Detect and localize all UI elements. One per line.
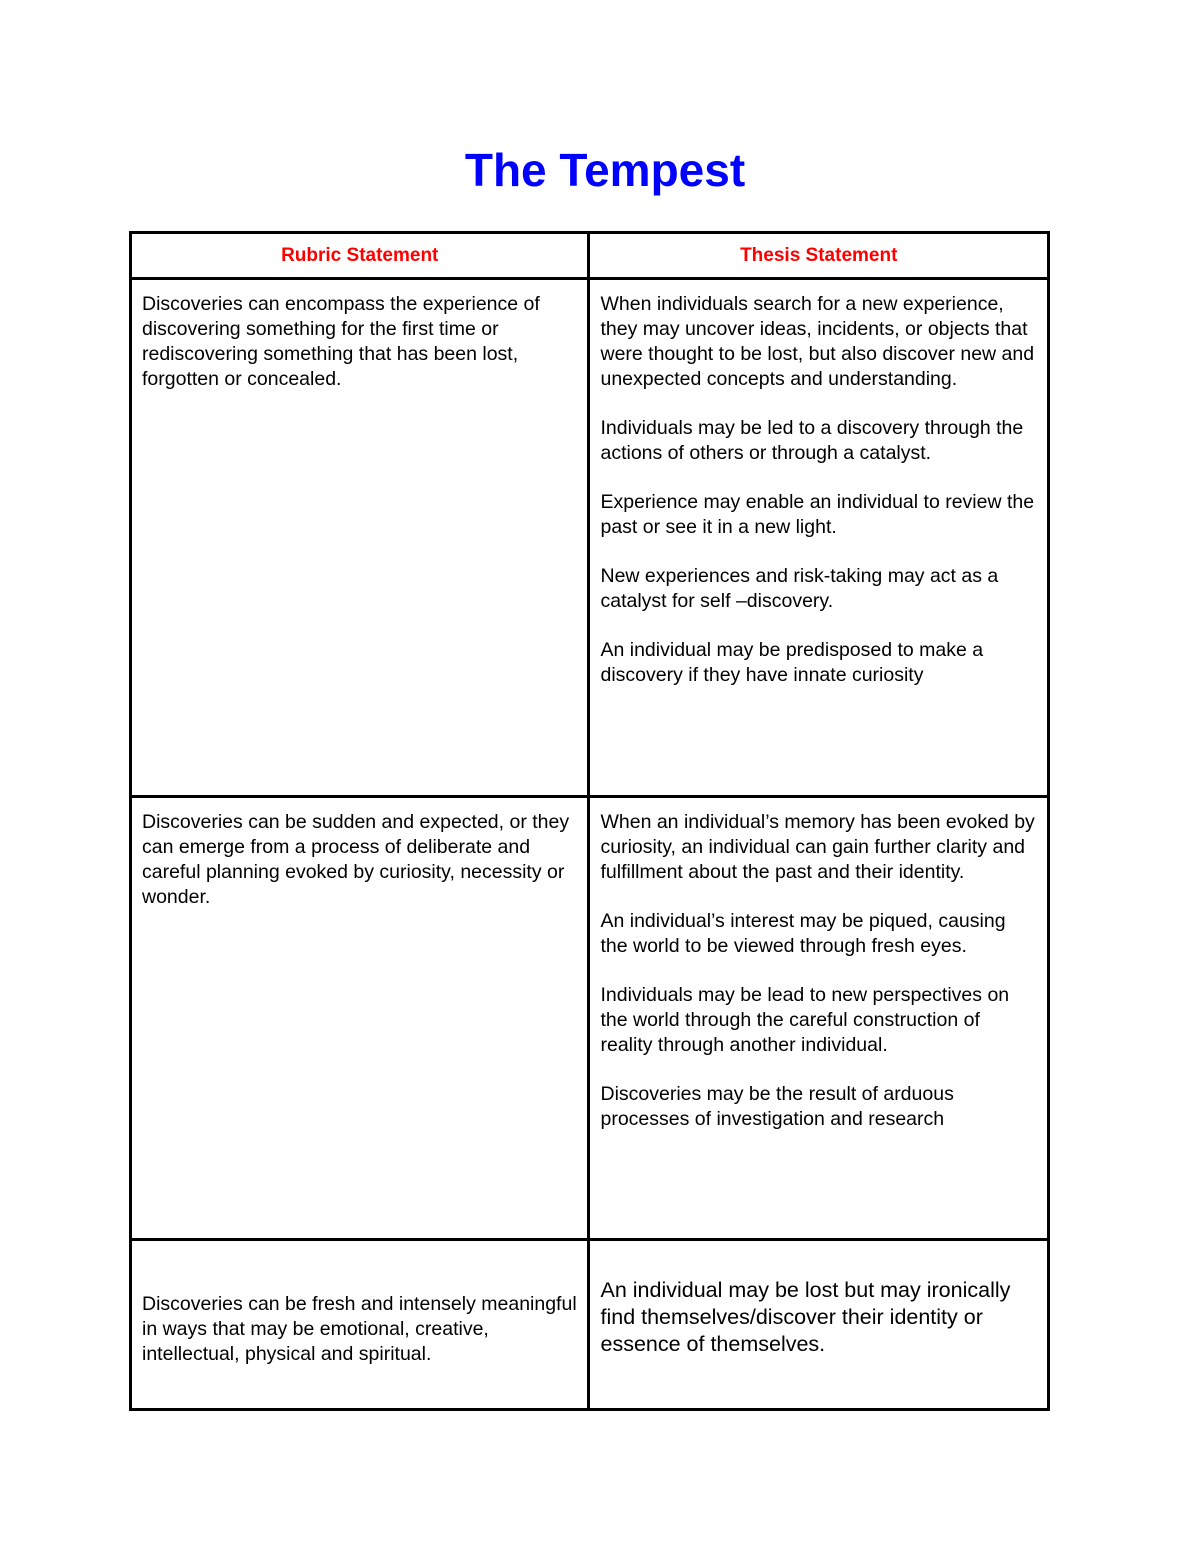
thesis-statement-header: Thesis Statement: [589, 233, 1049, 279]
table-row: [131, 797, 1049, 1240]
statement-table: [129, 231, 1050, 1411]
thesis-paragraph: Discoveries may be the result of arduous processes of investigation and research: [600, 1083, 954, 1130]
rubric-statement-header: Rubric Statement: [131, 233, 589, 279]
table-row: [131, 1240, 1049, 1410]
thesis-cell: [589, 1240, 1049, 1410]
rubric-text: Discoveries can be sudden and expected, or they can emerge from a process of deliberate and careful planning evoked by curiosity, necessity or wonder.: [142, 811, 570, 908]
thesis-paragraph: Experience may enable an individual to review the past or see it in a new light.: [600, 491, 1035, 538]
table-header-row: [131, 233, 1049, 279]
thesis-paragraph: New experiences and risk-taking may act as a catalyst for self –discovery.: [600, 565, 999, 612]
thesis-paragraph: Individuals may be led to a discovery through the actions of others or through a catalyst.: [600, 417, 1024, 464]
thesis-paragraph: When individuals search for a new experience, they may uncover ideas, incidents, or objects that were thought to be lost, but also discover new and unexpected concepts and understanding.: [600, 293, 1035, 390]
rubric-cell: [131, 797, 589, 1240]
thesis-cell: [589, 279, 1049, 797]
rubric-text: Discoveries can encompass the experience of discovering something for the first time or rediscovering something that has been lost, forgotten or concealed.: [142, 293, 540, 390]
thesis-paragraph: An individual may be predisposed to make a discovery if they have innate curiosity: [600, 639, 984, 686]
thesis-paragraph: Individuals may be lead to new perspectives on the world through the careful construction of reality through another individual.: [600, 984, 1010, 1056]
table-row: [131, 279, 1049, 797]
thesis-paragraph: When an individual’s memory has been evoked by curiosity, an individual can gain further clarity and fulfillment about the past and their identity.: [600, 811, 1035, 883]
rubric-cell: [131, 279, 589, 797]
document-title: The Tempest: [464, 144, 746, 196]
rubric-text: Discoveries can be fresh and intensely meaningful in ways that may be emotional, creative, intellectual, physical and spiritual.: [142, 1293, 577, 1365]
thesis-cell: [589, 797, 1049, 1240]
rubric-cell: [131, 1240, 589, 1410]
thesis-paragraph: An individual’s interest may be piqued, causing the world to be viewed through fresh eyes.: [600, 910, 1006, 957]
thesis-paragraph: An individual may be lost but may ironically find themselves/discover their identity or essence of themselves.: [600, 1278, 1011, 1356]
